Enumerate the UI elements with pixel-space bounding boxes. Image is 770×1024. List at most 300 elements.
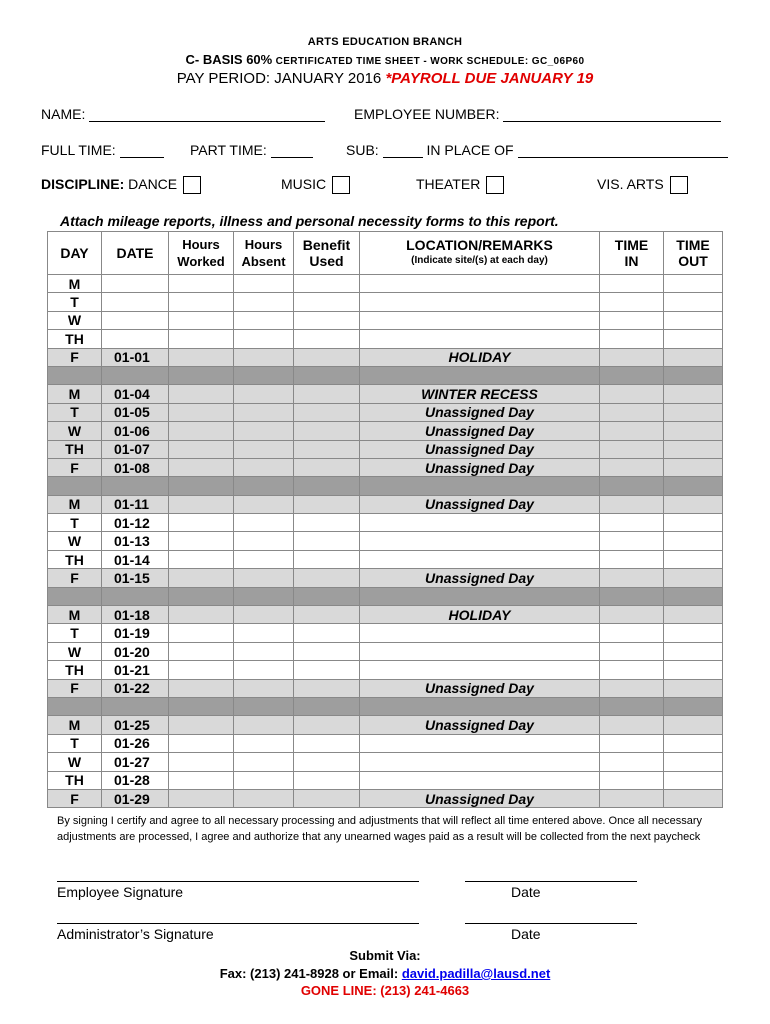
- time-in-cell[interactable]: [600, 422, 664, 440]
- day-cell: W: [48, 642, 102, 660]
- music-label: MUSIC: [281, 176, 327, 192]
- date-cell: [102, 311, 169, 329]
- time-in-cell[interactable]: [600, 789, 664, 807]
- time-out-cell[interactable]: [664, 385, 723, 403]
- hours-worked-cell[interactable]: [169, 679, 234, 697]
- header-date: DATE: [102, 232, 169, 275]
- hours-absent-cell[interactable]: [234, 642, 294, 660]
- time-out-cell[interactable]: [664, 330, 723, 348]
- hours-absent-cell[interactable]: [234, 495, 294, 513]
- table-row: [48, 293, 723, 311]
- table-row: [48, 753, 723, 771]
- hours-worked-cell[interactable]: [169, 734, 234, 752]
- sub-row: [346, 142, 728, 158]
- time-in-cell[interactable]: [600, 293, 664, 311]
- time-in-cell[interactable]: [600, 642, 664, 660]
- benefit-used-cell[interactable]: [294, 330, 360, 348]
- full-time-field[interactable]: [120, 157, 164, 158]
- benefit-used-cell[interactable]: [294, 514, 360, 532]
- hours-absent-cell[interactable]: [234, 422, 294, 440]
- table-row: [48, 514, 723, 532]
- name-field[interactable]: [89, 121, 325, 122]
- time-in-cell: [600, 366, 664, 384]
- full-time-row: [41, 142, 164, 158]
- day-cell: T: [48, 624, 102, 642]
- day-cell: [48, 477, 102, 495]
- admin-date-label: Date: [511, 926, 541, 942]
- pay-period-label: PAY PERIOD: JANUARY 2016: [176, 70, 382, 87]
- header-location: LOCATION/REMARKS (Indicate site/(s) at each day): [360, 232, 600, 275]
- date-cell: 01-21: [102, 661, 169, 679]
- time-out-cell[interactable]: [664, 716, 723, 734]
- hours-absent-cell[interactable]: [234, 385, 294, 403]
- location-remarks-cell[interactable]: [360, 624, 600, 642]
- pay-period: [0, 70, 770, 87]
- location-remarks-cell[interactable]: Unassigned Day: [360, 458, 600, 476]
- time-out-cell[interactable]: [664, 348, 723, 366]
- hours-absent-cell[interactable]: [234, 771, 294, 789]
- time-in-cell[interactable]: [600, 440, 664, 458]
- table-row: [48, 440, 723, 458]
- table-row: [48, 679, 723, 697]
- location-remarks-cell[interactable]: [360, 275, 600, 293]
- location-remarks-cell[interactable]: [360, 293, 600, 311]
- benefit-used-cell[interactable]: [294, 385, 360, 403]
- time-out-cell[interactable]: [664, 311, 723, 329]
- time-in-cell[interactable]: [600, 734, 664, 752]
- time-in-cell[interactable]: [600, 532, 664, 550]
- week-separator-row: [48, 477, 723, 495]
- time-in-cell[interactable]: [600, 330, 664, 348]
- time-in-cell[interactable]: [600, 403, 664, 421]
- hours-absent-cell[interactable]: [234, 624, 294, 642]
- table-row: [48, 771, 723, 789]
- benefit-used-cell[interactable]: [294, 293, 360, 311]
- date-cell: [102, 697, 169, 715]
- location-remarks-cell: [360, 477, 600, 495]
- hours-absent-cell[interactable]: [234, 661, 294, 679]
- vis-arts-checkbox[interactable]: [670, 176, 688, 194]
- time-in-cell[interactable]: [600, 624, 664, 642]
- benefit-used-cell[interactable]: [294, 550, 360, 568]
- header-hours-absent: Hours Absent: [234, 232, 294, 275]
- dance-label: DANCE: [128, 176, 178, 192]
- table-row: [48, 330, 723, 348]
- time-in-cell[interactable]: [600, 606, 664, 624]
- date-cell: 01-12: [102, 514, 169, 532]
- table-header-row: [48, 232, 723, 275]
- hours-absent-cell[interactable]: [234, 550, 294, 568]
- location-remarks-cell[interactable]: [360, 753, 600, 771]
- hours-worked-cell[interactable]: [169, 458, 234, 476]
- sub-field[interactable]: [383, 157, 423, 158]
- date-cell: [102, 477, 169, 495]
- hours-worked-cell[interactable]: [169, 440, 234, 458]
- table-row: [48, 550, 723, 568]
- part-time-field[interactable]: [271, 157, 313, 158]
- header-hours-worked: Hours Worked: [169, 232, 234, 275]
- table-row: [48, 385, 723, 403]
- time-out-cell[interactable]: [664, 440, 723, 458]
- location-remarks-cell[interactable]: [360, 734, 600, 752]
- day-cell: F: [48, 679, 102, 697]
- location-remarks-cell: [360, 697, 600, 715]
- fax-line: [0, 966, 770, 981]
- benefit-used-cell[interactable]: [294, 606, 360, 624]
- hours-absent-cell: [234, 697, 294, 715]
- fax-label: Fax: (213) 241-8928 or Email:: [219, 966, 399, 981]
- location-remarks-cell[interactable]: Unassigned Day: [360, 789, 600, 807]
- day-cell: T: [48, 514, 102, 532]
- hours-absent-cell[interactable]: [234, 514, 294, 532]
- hours-worked-cell[interactable]: [169, 661, 234, 679]
- time-out-cell[interactable]: [664, 789, 723, 807]
- location-remarks-cell[interactable]: Unassigned Day: [360, 569, 600, 587]
- table-row: [48, 789, 723, 807]
- date-cell: 01-18: [102, 606, 169, 624]
- week-separator-row: [48, 587, 723, 605]
- benefit-used-cell[interactable]: [294, 440, 360, 458]
- hours-absent-cell[interactable]: [234, 569, 294, 587]
- date-cell: [102, 293, 169, 311]
- time-out-cell[interactable]: [664, 293, 723, 311]
- table-row: [48, 642, 723, 660]
- table-row: [48, 495, 723, 513]
- time-in-cell[interactable]: [600, 679, 664, 697]
- date-cell: 01-01: [102, 348, 169, 366]
- theater-label: THEATER: [416, 176, 481, 192]
- benefit-used-cell[interactable]: [294, 716, 360, 734]
- agreement-text: By signing I certify and agree to all necessary processing and adjustments that will reflect all time entered above. Once all necessary adjustments are processed, I agree and authorize that any unearned wages paid as a result will be collected from the next paycheck: [57, 815, 703, 843]
- time-out-cell[interactable]: [664, 514, 723, 532]
- employee-date-label: Date: [511, 884, 541, 900]
- time-out-cell[interactable]: [664, 550, 723, 568]
- table-row: [48, 532, 723, 550]
- date-cell: 01-25: [102, 716, 169, 734]
- time-out-cell[interactable]: [664, 458, 723, 476]
- theater-option: [416, 176, 504, 194]
- benefit-used-cell[interactable]: [294, 753, 360, 771]
- benefit-used-cell[interactable]: [294, 532, 360, 550]
- admin-signature-label: Administrator’s Signature: [57, 926, 214, 942]
- benefit-used-cell[interactable]: [294, 311, 360, 329]
- hours-worked-cell[interactable]: [169, 311, 234, 329]
- hours-worked-cell[interactable]: [169, 385, 234, 403]
- time-out-cell[interactable]: [664, 606, 723, 624]
- hours-worked-cell[interactable]: [169, 789, 234, 807]
- time-out-cell[interactable]: [664, 642, 723, 660]
- hours-worked-cell[interactable]: [169, 293, 234, 311]
- benefit-used-cell[interactable]: [294, 275, 360, 293]
- date-cell: 01-29: [102, 789, 169, 807]
- hours-absent-cell[interactable]: [234, 734, 294, 752]
- benefit-used-cell: [294, 697, 360, 715]
- day-cell: [48, 697, 102, 715]
- employee-signature-label: Employee Signature: [57, 884, 184, 900]
- time-out-cell[interactable]: [664, 753, 723, 771]
- day-cell: [48, 366, 102, 384]
- dance-checkbox[interactable]: [183, 176, 201, 194]
- day-cell: M: [48, 495, 102, 513]
- hours-absent-cell[interactable]: [234, 311, 294, 329]
- vis-arts-option: [597, 176, 688, 194]
- day-cell: F: [48, 789, 102, 807]
- time-in-cell: [600, 477, 664, 495]
- time-out-cell: [664, 477, 723, 495]
- benefit-used-cell[interactable]: [294, 789, 360, 807]
- hours-worked-cell[interactable]: [169, 771, 234, 789]
- day-cell: F: [48, 458, 102, 476]
- day-cell: M: [48, 385, 102, 403]
- benefit-used-cell[interactable]: [294, 422, 360, 440]
- time-out-cell[interactable]: [664, 403, 723, 421]
- hours-absent-cell[interactable]: [234, 606, 294, 624]
- time-out-cell: [664, 366, 723, 384]
- hours-worked-cell[interactable]: [169, 550, 234, 568]
- benefit-used-cell[interactable]: [294, 495, 360, 513]
- branch-title: ARTS EDUCATION BRANCH: [307, 36, 463, 48]
- hours-absent-cell[interactable]: [234, 440, 294, 458]
- benefit-used-cell[interactable]: [294, 458, 360, 476]
- location-remarks-cell[interactable]: Unassigned Day: [360, 716, 600, 734]
- day-cell: M: [48, 275, 102, 293]
- date-cell: 01-19: [102, 624, 169, 642]
- benefit-used-cell[interactable]: [294, 679, 360, 697]
- time-in-cell[interactable]: [600, 753, 664, 771]
- hours-absent-cell: [234, 366, 294, 384]
- admin-date-line[interactable]: [465, 923, 637, 924]
- hours-absent-cell[interactable]: [234, 679, 294, 697]
- full-time-label: FULL TIME:: [41, 142, 116, 158]
- benefit-used-cell: [294, 477, 360, 495]
- time-in-cell[interactable]: [600, 716, 664, 734]
- date-cell: 01-15: [102, 569, 169, 587]
- table-row: [48, 458, 723, 476]
- location-remarks-cell[interactable]: [360, 550, 600, 568]
- day-cell: TH: [48, 771, 102, 789]
- benefit-used-cell: [294, 366, 360, 384]
- time-in-cell[interactable]: [600, 385, 664, 403]
- email-link[interactable]: david.padilla@lausd.net: [401, 966, 551, 981]
- vis-arts-label: VIS. ARTS: [597, 176, 664, 192]
- hours-absent-cell[interactable]: [234, 458, 294, 476]
- date-cell: 01-14: [102, 550, 169, 568]
- location-remarks-cell[interactable]: Unassigned Day: [360, 679, 600, 697]
- time-out-cell[interactable]: [664, 661, 723, 679]
- table-row: [48, 348, 723, 366]
- hours-worked-cell[interactable]: [169, 716, 234, 734]
- time-out-cell[interactable]: [664, 771, 723, 789]
- location-remarks-cell[interactable]: HOLIDAY: [360, 606, 600, 624]
- employee-date-line[interactable]: [465, 881, 637, 882]
- date-cell: 01-27: [102, 753, 169, 771]
- time-out-cell[interactable]: [664, 495, 723, 513]
- location-remarks-cell[interactable]: [360, 311, 600, 329]
- hours-worked-cell[interactable]: [169, 624, 234, 642]
- date-cell: 01-13: [102, 532, 169, 550]
- table-row: [48, 606, 723, 624]
- time-sheet-table: [47, 231, 723, 808]
- day-cell: M: [48, 716, 102, 734]
- hours-absent-cell[interactable]: [234, 789, 294, 807]
- location-remarks-cell[interactable]: Unassigned Day: [360, 495, 600, 513]
- hours-absent-cell[interactable]: [234, 293, 294, 311]
- theater-checkbox[interactable]: [486, 176, 504, 194]
- table-row: [48, 311, 723, 329]
- time-out-cell[interactable]: [664, 275, 723, 293]
- day-cell: T: [48, 403, 102, 421]
- benefit-used-cell[interactable]: [294, 661, 360, 679]
- date-cell: 01-06: [102, 422, 169, 440]
- time-in-cell[interactable]: [600, 275, 664, 293]
- hours-worked-cell[interactable]: [169, 514, 234, 532]
- music-checkbox[interactable]: [332, 176, 350, 194]
- hours-worked-cell[interactable]: [169, 348, 234, 366]
- time-in-cell[interactable]: [600, 311, 664, 329]
- employee-signature-line[interactable]: [57, 881, 419, 882]
- hours-worked-cell[interactable]: [169, 330, 234, 348]
- hours-absent-cell[interactable]: [234, 753, 294, 771]
- date-cell: 01-11: [102, 495, 169, 513]
- day-cell: F: [48, 348, 102, 366]
- hours-absent-cell[interactable]: [234, 330, 294, 348]
- location-remarks-cell[interactable]: [360, 771, 600, 789]
- hours-absent-cell[interactable]: [234, 348, 294, 366]
- time-in-cell[interactable]: [600, 661, 664, 679]
- benefit-used-cell[interactable]: [294, 642, 360, 660]
- hours-worked-cell[interactable]: [169, 532, 234, 550]
- benefit-used-cell[interactable]: [294, 624, 360, 642]
- time-in-cell[interactable]: [600, 569, 664, 587]
- location-remarks-cell[interactable]: WINTER RECESS: [360, 385, 600, 403]
- location-remarks-cell[interactable]: [360, 532, 600, 550]
- time-in-cell[interactable]: [600, 348, 664, 366]
- table-row: [48, 569, 723, 587]
- location-remarks-cell[interactable]: Unassigned Day: [360, 403, 600, 421]
- benefit-used-cell[interactable]: [294, 403, 360, 421]
- location-remarks-cell[interactable]: Unassigned Day: [360, 440, 600, 458]
- hours-absent-cell[interactable]: [234, 716, 294, 734]
- time-in-cell[interactable]: [600, 458, 664, 476]
- time-in-cell[interactable]: [600, 550, 664, 568]
- header-day: DAY: [48, 232, 102, 275]
- time-out-cell: [664, 587, 723, 605]
- in-place-of-field[interactable]: [518, 157, 728, 158]
- benefit-used-cell[interactable]: [294, 734, 360, 752]
- location-remarks-cell[interactable]: [360, 661, 600, 679]
- sheet-label: CERTIFICATED TIME SHEET - WORK SCHEDULE: GC_06P60: [275, 56, 585, 67]
- day-cell: TH: [48, 330, 102, 348]
- day-cell: T: [48, 734, 102, 752]
- date-cell: [102, 330, 169, 348]
- location-remarks-cell[interactable]: Unassigned Day: [360, 422, 600, 440]
- time-out-cell[interactable]: [664, 624, 723, 642]
- time-in-cell[interactable]: [600, 771, 664, 789]
- hours-worked-cell[interactable]: [169, 642, 234, 660]
- attach-note: Attach mileage reports, illness and personal necessity forms to this report.: [60, 213, 559, 229]
- week-separator-row: [48, 366, 723, 384]
- date-cell: 01-22: [102, 679, 169, 697]
- table-row: [48, 275, 723, 293]
- payroll-due: *PAYROLL DUE JANUARY 19: [385, 70, 594, 87]
- table-row: [48, 661, 723, 679]
- day-cell: W: [48, 311, 102, 329]
- name-row: [41, 106, 325, 122]
- hours-worked-cell[interactable]: [169, 495, 234, 513]
- location-remarks-cell[interactable]: [360, 642, 600, 660]
- hours-absent-cell[interactable]: [234, 532, 294, 550]
- date-cell: 01-08: [102, 458, 169, 476]
- hours-worked-cell[interactable]: [169, 275, 234, 293]
- time-in-cell: [600, 697, 664, 715]
- table-row: [48, 422, 723, 440]
- hours-worked-cell: [169, 697, 234, 715]
- name-label: NAME:: [41, 106, 86, 122]
- employee-number-row: [354, 106, 721, 122]
- time-out-cell[interactable]: [664, 532, 723, 550]
- hours-worked-cell[interactable]: [169, 606, 234, 624]
- gone-line: GONE LINE: (213) 241-4663: [300, 983, 470, 998]
- employee-number-field[interactable]: [503, 121, 721, 122]
- location-remarks-cell[interactable]: [360, 514, 600, 532]
- day-cell: TH: [48, 550, 102, 568]
- date-cell: 01-07: [102, 440, 169, 458]
- location-remarks-cell[interactable]: HOLIDAY: [360, 348, 600, 366]
- location-remarks-cell[interactable]: [360, 330, 600, 348]
- hours-absent-cell: [234, 477, 294, 495]
- table-row: [48, 403, 723, 421]
- date-cell: [102, 587, 169, 605]
- hours-absent-cell[interactable]: [234, 403, 294, 421]
- header-benefit-used: Benefit Used: [294, 232, 360, 275]
- admin-signature-line[interactable]: [57, 923, 419, 924]
- sheet-title: [0, 52, 770, 67]
- hours-absent-cell[interactable]: [234, 275, 294, 293]
- part-time-label: PART TIME:: [190, 142, 267, 158]
- day-cell: TH: [48, 440, 102, 458]
- day-cell: [48, 587, 102, 605]
- hours-worked-cell[interactable]: [169, 422, 234, 440]
- time-out-cell[interactable]: [664, 679, 723, 697]
- benefit-used-cell[interactable]: [294, 771, 360, 789]
- hours-worked-cell[interactable]: [169, 403, 234, 421]
- day-cell: W: [48, 753, 102, 771]
- header-time-in: TIME IN: [600, 232, 664, 275]
- part-time-row: [190, 142, 313, 158]
- hours-worked-cell: [169, 477, 234, 495]
- time-out-cell[interactable]: [664, 569, 723, 587]
- employee-number-label: EMPLOYEE NUMBER:: [354, 106, 500, 122]
- time-out-cell[interactable]: [664, 422, 723, 440]
- basis-label: C- BASIS 60%: [185, 52, 273, 67]
- time-in-cell[interactable]: [600, 495, 664, 513]
- benefit-used-cell: [294, 587, 360, 605]
- sub-label: SUB:: [346, 142, 379, 158]
- date-cell: 01-26: [102, 734, 169, 752]
- hours-worked-cell: [169, 366, 234, 384]
- date-cell: 01-04: [102, 385, 169, 403]
- hours-absent-cell: [234, 587, 294, 605]
- benefit-used-cell[interactable]: [294, 569, 360, 587]
- time-out-cell[interactable]: [664, 734, 723, 752]
- hours-worked-cell[interactable]: [169, 569, 234, 587]
- benefit-used-cell[interactable]: [294, 348, 360, 366]
- date-cell: [102, 366, 169, 384]
- table-row: [48, 734, 723, 752]
- hours-worked-cell[interactable]: [169, 753, 234, 771]
- date-cell: 01-05: [102, 403, 169, 421]
- time-in-cell[interactable]: [600, 514, 664, 532]
